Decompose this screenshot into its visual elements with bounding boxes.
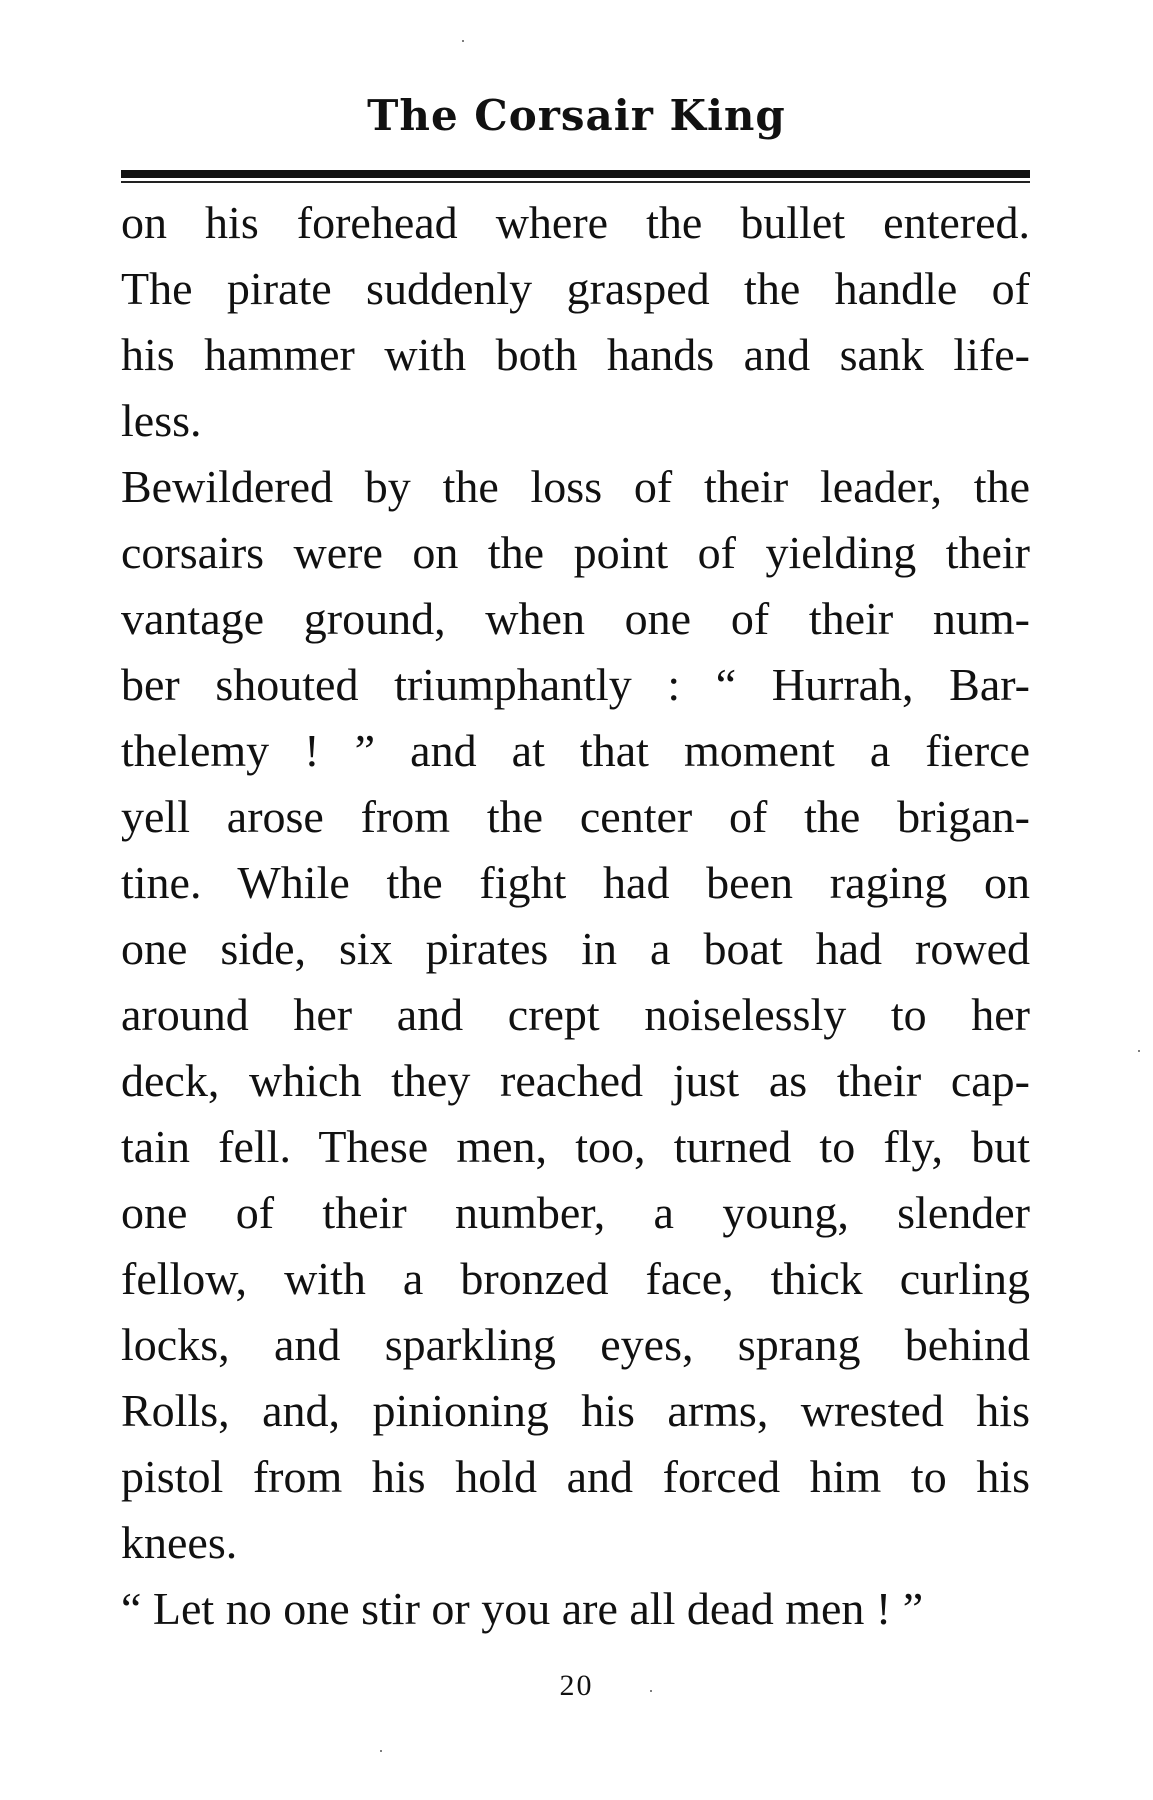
text-line: one side, six pirates in a boat had rowed [121, 923, 1030, 974]
text-line: tain fell. These men, too, turned to fly, but [121, 1121, 1030, 1172]
text-line: knees. [121, 1517, 238, 1568]
text-line: less. [121, 395, 202, 446]
text-line: pistol from his hold and forced him to his [121, 1451, 1030, 1502]
paper-speck [462, 40, 464, 42]
text-line: vantage ground, when one of their num- [121, 593, 1030, 644]
text-line: The pirate suddenly grasped the handle of [121, 263, 1030, 314]
paper-speck [380, 1750, 382, 1752]
body-text [121, 190, 1030, 1642]
text-line: deck, which they reached just as their cap- [121, 1055, 1030, 1106]
running-head-title: The Corsair King [367, 91, 786, 140]
text-line: locks, and sparkling eyes, sprang behind [121, 1319, 1030, 1370]
text-line: on his forehead where the bullet entered. [121, 197, 1030, 248]
paper-speck [650, 1690, 652, 1692]
text-line: around her and crept noiselessly to her [121, 989, 1030, 1040]
text-line: ber shouted triumphantly : “ Hurrah, Bar- [121, 659, 1030, 710]
text-line: corsairs were on the point of yielding their [121, 527, 1030, 578]
paper-speck [1138, 1050, 1140, 1052]
text-line: Bewildered by the loss of their leader, the [121, 461, 1030, 512]
text-line: Rolls, and, pinioning his arms, wrested his [121, 1385, 1030, 1436]
text-line: fellow, with a bronzed face, thick curling [121, 1253, 1030, 1304]
header-rule-thin [121, 181, 1030, 183]
text-line: his hammer with both hands and sank life- [121, 329, 1030, 380]
text-line: “ Let no one stir or you are all dead men ! ” [121, 1583, 924, 1634]
text-line: yell arose from the center of the brigan- [121, 791, 1030, 842]
text-line: one of their number, a young, slender [121, 1187, 1030, 1238]
header-rule [121, 170, 1030, 178]
text-line: tine. While the fight had been raging on [121, 857, 1030, 908]
page-number: 20 [559, 1669, 594, 1702]
text-line: thelemy ! ” and at that moment a fierce [121, 725, 1030, 776]
